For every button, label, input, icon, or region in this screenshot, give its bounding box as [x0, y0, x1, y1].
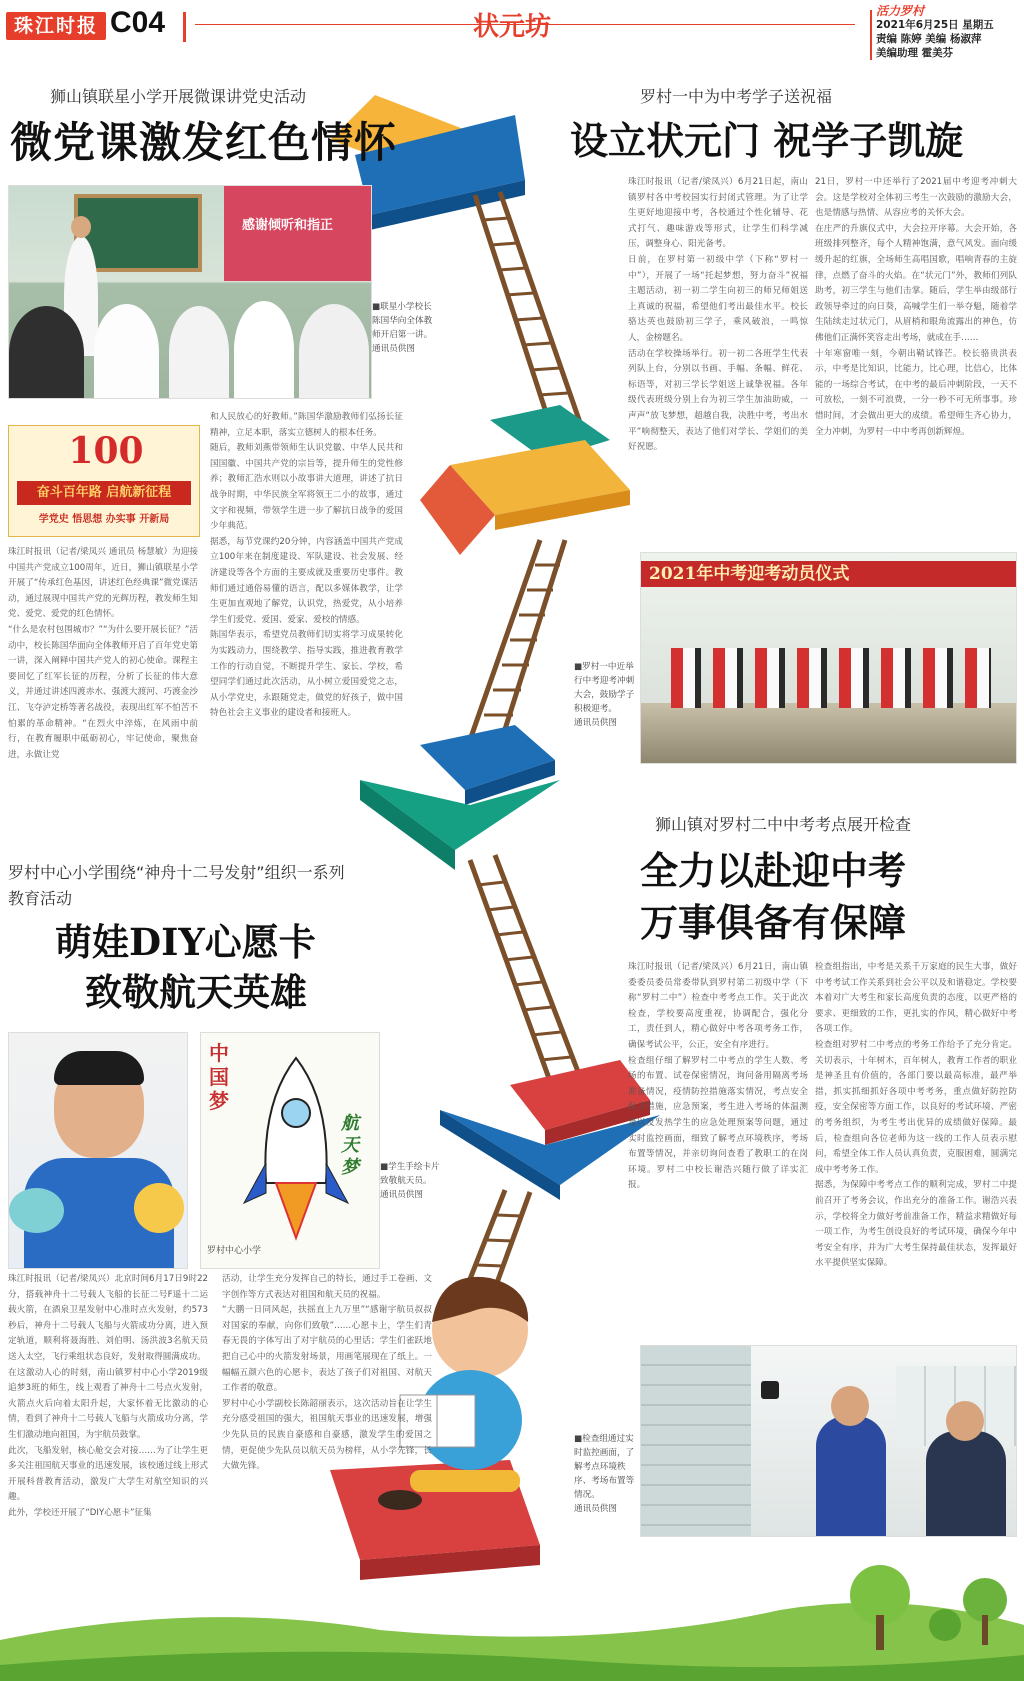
inspector-head [831, 1386, 869, 1426]
article2-column2: 21日，罗村一中还举行了2021届中考迎考冲刺大会。这是学校对全体初三考生一次鼓励的激励大会，也是情感与热情、从容应考的关怀大会。 在庄严的升旗仪式中，大会拉开序幕。大会开始，各班级排列整齐，每个人精神饱满，意气风发。面向缓缓升起的红旗，全场师生高唱国歌，唱响青春的主旋律，点燃了奋斗的火焰。在“状元门”外，教师们列队助考，初三学生与他们击掌。随后，学生举由级部行政领导牵过的向日葵，高喊学生们一举夺魁，随着学生陆续走过状元门，从眉梢和眼角流露出的神色，仿佛他们正满怀笑容走出考场，就成在手…… 十年寒窗唯一刻，今朝出鞘试锋芒。校长骆贵洪表示，中考是比知识，比能力，比心理，比信心，比体能的一场综合考试，在中考的最后冲刺阶段，一天不可放松，一刻不可浪费，一分一秒不可无所事事。珍惜时间，才会做出更大的成绩。希望师生齐心协力，全力冲刺，为罗村一中中考再创新辉煌。 [815, 177, 1017, 437]
rocket-icon [236, 1053, 356, 1243]
book-stack-icon [440, 1060, 660, 1200]
article1-column2: 和人民放心的好教师。”陈国华激励教师们弘扬长征精神，立足本职，落实立德树人的根本任务。 随后，教师刘燕带领师生认识党徽、中华人民共和国国徽、中国共产党的宗旨等，提升师生的党性修养；教师汇浩水则以小故事讲大道理，讲述了抗日战争时期，中华民族全军将领王二小的故事，通过文字和视频，带领学生进一步了解抗日战争的爱国少年典范。 据悉，每节党课约20分钟，内容涵盖中国共产党成立100年来在制度建设、军队建设、社会发展、经济建设等各个方面的主要成就及重要历史事件。教师们通过通俗易懂的语言，配以多媒体教学，让学生更加直观地了解党，认识党，热爱党，从小培养学生们爱党、爱国、爱家、爱校的情感。 陈国华表示，希望党员教师们切实将学习成果转化为实践动力，围绕教学、指导实践，推进教育教学工作的行动自觉，不断提升学生、家长、学校，希望同学们通过此次活动，从小树立爱国爱党之志，从小学党史，永跟随党走，做党的好孩子，做中国特色社会主义事业的建设者和接班人。 [210, 412, 403, 719]
student-figure [9, 306, 84, 399]
article2-column1: 珠江时报讯（记者/梁凤兴）6月21日起，南山镇罗村各中考校园实行封闭式管理。为了让学生更好地迎接中考，各校通过个性化辅导、花式打气、趣味游戏等形式，让学生们科学减压，调整身心、阳光备考。 日前，在罗村第一初级中学（下称“罗村一中”），开展了一场“托起梦想，努力奋斗”祝福主题活动，初一初二学生向初三的师兄师姐送上真诚的祝福，希望他们考出最佳水平。校长骆达英也鼓励初三学子，乘风破浪，一鸣惊人，金榜题名。 活动在学校操场举行。初一初二各班学生代表列队上台，分别以书画、手幅、条幅、鲜花、标语等，对初三学长学姐送上诚挚祝福。各年级代表班级分别上台为初三学生加油助威，一声声“放飞梦想，超越自我，决胜中考，考出水平”响彻整天，表达了他们对学长、学姐们的美好祝愿。 [628, 177, 808, 453]
article2-kicker: 罗村一中为中考学子送祝福 [640, 87, 833, 106]
banner-footer: 学党史 悟思想 办实事 开新局 [38, 514, 170, 525]
assistant-credit: 美编助理 霍美芬 [876, 47, 954, 59]
article3-kicker: 罗村中心小学围绕“神舟十二号发射”组织一系列教育活动 [8, 863, 345, 908]
article1-banner [8, 425, 200, 537]
students-lineup [671, 648, 991, 708]
window-left [641, 1346, 751, 1536]
student-figure [169, 306, 229, 398]
newspaper-logo: 珠江时报 [6, 12, 106, 40]
article3-column1: 珠江时报讯（记者/梁凤兴）北京时间6月17日9时22分，搭载神舟十二号载人飞船的长征二号F遥十二运载火箭，在酒泉卫星发射中心准时点火发射，约573秒后，神舟十二号载人飞船与火箭成功分离，进入预定轨道，顺利将聂海胜、刘伯明、汤洪波3名航天员送入太空，飞行乘组状态良好，发射取得圆满成功。 在这激动人心的时刻，南山镇罗村中心小学2019级追梦3班的师生，线上观看了神舟十二号点火发射，火箭点火后向着太阳升起，大家怀着无比激动的心情，看到了神舟十二号载人飞船与火箭成功分离，学生们激动地向祖国，为宇航员鼓掌。 此次，飞船发射，核心舱交会对接……为了让学生更多关注祖国航天事业的迅速发展，该校通过线上形式开展科普教育活动，激发广大学生对航空知识的兴趣。 此外，学校还开展了“DIY心愿卡”征集 [8, 1274, 208, 1518]
page-number: C04 [110, 6, 166, 39]
book-stack-icon [420, 405, 630, 555]
hand-card [134, 1183, 184, 1233]
drawing-text-space-dream: 航天梦 [341, 1113, 359, 1178]
article3-student-photo [8, 1032, 188, 1269]
student-figure [94, 304, 159, 399]
projection-screen [224, 186, 372, 281]
article2-photo [640, 552, 1017, 764]
stage-floor [641, 703, 1016, 763]
camera-icon [761, 1381, 779, 1399]
student-hair [54, 1051, 144, 1085]
article2-photo-caption: ■罗村一中近举行中考迎考冲刺大会，鼓励学子积极迎考。 通讯员供图 [574, 662, 635, 728]
article4-photo-caption: ■检查组通过实时监控画面，了解考点环境秩序、考场布置等情况。 通讯员供图 [574, 1434, 635, 1514]
article1-kicker: 狮山镇联星小学开展微课讲党史活动 [50, 87, 307, 106]
article4-kicker: 狮山镇对罗村二中中考考点展开检查 [655, 815, 912, 834]
drawing-signature: 罗村中心小学 [207, 1246, 262, 1256]
issue-date: 2021年6月25日 星期五 [876, 19, 994, 31]
student-figure [299, 304, 369, 399]
article1-photo [8, 185, 372, 399]
article4-headline-line1: 全力以赴迎中考 [640, 848, 907, 893]
student-figure [234, 301, 294, 398]
article3-column2: 活动，让学生充分发挥自己的特长，通过手工卷画、文字创作等方式表达对祖国和航天员的祝福。 “大鹏一日同风起，扶摇直上九万里”“感谢宇航员叔叔对国家的奉献，向你们致敬”……心愿卡上，学生们青春无畏的字体写出了对宇航员的心里话；学生们雀跃地把自己心中的火箭发射场景，用画笔展现在了纸上。一幅幅五颜六色的心愿卡，表达了孩子们对祖国、对航天工作者的敬意。 罗村中心小学副校长陈韶丽表示，这次活动旨在让学生充分感受祖国的强大，祖国航天事业的迅速发展，增强少先队员的民族自豪感和自豪感，激发学生的爱国之情，更促使少先队员以航天员为榜样，从小学先锋，长大做先锋。 [222, 1274, 432, 1472]
article1-headline: 微党课激发红色情怀 [10, 118, 398, 167]
article3-headline-line1: 萌娃DIY心愿卡 [55, 920, 316, 964]
staff-figure [926, 1431, 1006, 1536]
ceremony-banner: 2021年中考迎考动员仪式 [641, 561, 1016, 587]
article4-column1: 珠江时报讯（记者/梁凤兴）6月21日，南山镇委委员委员常委带队到罗村第二初级中学（下称“罗村二中”）检查中考考点工作。关于此次检查，学校要高度重视，协调配合，强化分工，责任到人，精心做好中考各项考务工作，确保考试公平，公正，安全有序进行。 检查组仔细了解罗村二中考点的学生人数、考场的布置、试卷保密情况，询问备用隔离考场准备情况，疫情防控措施落实情况，考点安全保卫措施，应急预案，考生进入考场的体温测量以及发热学生的应急处理预案等问题，通过实时监控画面，细致了解考点环境秩序，考场布置等情况，并亲切询问查看了教职工的在岗环境。罗村二中校长谢浩兴随行做了详实汇报。 [628, 962, 808, 1191]
inspector-figure [816, 1416, 886, 1536]
screen-text: 感谢倾听和指正 [242, 218, 334, 233]
ladder-icon [470, 855, 585, 1095]
ladder-icon [470, 540, 565, 745]
article3-drawing-photo [200, 1032, 380, 1269]
article1-photo-caption: ■联星小学校长陈国华向全体教师开启第一讲。 通讯员供图 [372, 302, 433, 354]
article1-column1: 珠江时报讯（记者/梁凤兴 通讯员 杨慧敏）为迎接中国共产党成立100周年，近日，狮山镇联星小学开展了“传承红色基因，讲述红色经典课”微党课活动，通过展现中国共产党的光辉历程，教发师生知党、爱党、爱党的红色情怀。 “什么是农村包围城市？”“为什么要开展长征？”活动中，校长陈国华面向全体教师开启了百年党史第一讲，深入阐释中国共产党人的初心使命。课程主要回忆了红军长征的历程，分析了长征的伟大意义，并通过讲述四渡赤水、强渡大渡河、巧渡金沙江、飞夺泸定桥等著名战役，表现出红军不怕苦不怕累的革命精神。“在烈火中淬炼，在风雨中前行，在教育履职中砥砺初心，牢记使命，聚焦奋进，永做让党 [8, 547, 198, 760]
staff-head [946, 1401, 984, 1441]
ladder-icon [475, 192, 585, 440]
section-title: 状元坊 [472, 12, 551, 42]
editors-credit: 责编 陈婷 美编 杨淑萍 [876, 33, 982, 45]
article3-headline-line2: 致敬航天英雄 [85, 970, 307, 1014]
brand-logo: 活力罗村 [876, 4, 925, 18]
article4-headline-line2: 万事俱备有保障 [640, 900, 907, 945]
article4-column2: 检查组指出，中考是关系千万家庭的民生大事，做好中考考试工作关系到社会公平以及和谐稳定。学校要本着对广大考生和家长高度负责的态度，以更严格的要求、更细致的工作，更扎实的作风，精心做好中考各项工作。 检查组对罗村二中考点的考务工作给予了充分肯定。关切表示，十年树木，百年树人，教育工作者的职业是神圣且有价值的，各部门要以最高标准，最严举措，抓实抓细抓好各项中考考务，重点做好防控防疫，安全保密等方面工作，以良好的考试环境、严密的考务组织，为考生考出优异的成绩做好保障。最后，检查组向各位老师为这一线的工作人员表示慰问，希望全体工作人员认真负责，克服困难，圆满完成中考考务工作。 据悉，为保障中考考点工作的顺利完成，罗村二中提前召开了考务会议，作出充分的准备工作。谢浩兴表示，学校将全力做好考前准备工作，精益求精做好每一项工作，为考生创设良好的考试环境，确保今年中考安全有序，并为广大考生保持最佳状态，发挥最好水平提供坚实保障。 [815, 962, 1017, 1269]
banner-slogan: 奋斗百年路 启航新征程 [17, 481, 191, 505]
teacher-head [71, 216, 91, 238]
article2-headline: 设立状元门 祝学子凯旋 [570, 118, 964, 163]
heart-card [9, 1188, 64, 1233]
banner-100: 100 [68, 430, 144, 472]
article4-photo [640, 1345, 1017, 1537]
drawing-text-china-dream: 中国梦 [209, 1041, 229, 1113]
article3-photo-caption: ■学生手绘卡片致敬航天员。 通讯员供图 [380, 1162, 440, 1200]
